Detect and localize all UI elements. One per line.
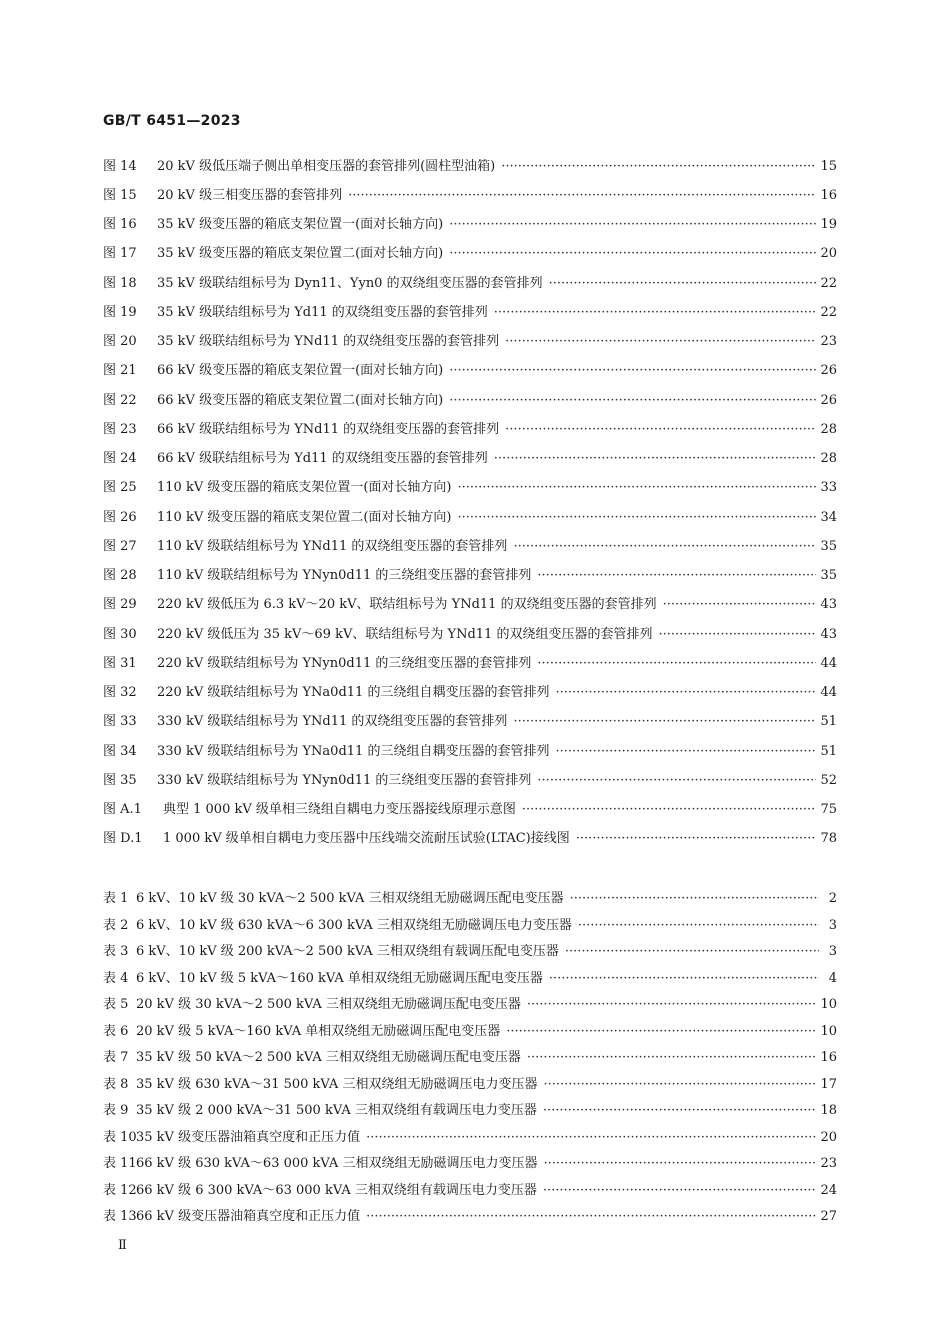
dot-leader bbox=[513, 714, 816, 730]
table-entry-label: 表 7 bbox=[103, 1050, 129, 1066]
figure-entry-title: 20 kV 级三相变压器的套管排列 bbox=[157, 187, 343, 203]
figure-entry-label: 图 34 bbox=[103, 743, 137, 759]
table-entry-label: 表 3 bbox=[103, 944, 129, 960]
table-entry-title: 20 kV 级 5 kVA～160 kVA 单相双绕组无励磁调压配电变压器 bbox=[136, 1023, 501, 1039]
figure-entry-title: 35 kV 级变压器的箱底支架位置一(面对长轴方向) bbox=[157, 217, 444, 233]
figure-entry-page: 16 bbox=[820, 187, 837, 203]
figure-entry-page: 15 bbox=[820, 158, 837, 174]
table-entry[interactable] bbox=[103, 1072, 837, 1099]
table-entry-page: 17 bbox=[820, 1076, 837, 1092]
page-number: Ⅱ bbox=[118, 1238, 127, 1253]
dot-leader bbox=[555, 685, 816, 701]
figure-entry[interactable] bbox=[103, 269, 837, 298]
figure-entry-title: 66 kV 级联结组标号为 Yd11 的双绕组变压器的套管排列 bbox=[157, 451, 488, 467]
table-entry[interactable] bbox=[103, 1151, 837, 1178]
figure-entry[interactable] bbox=[103, 298, 837, 327]
figure-entry-page: 75 bbox=[820, 802, 837, 818]
dot-leader bbox=[506, 1024, 816, 1040]
figure-entry[interactable] bbox=[103, 328, 837, 357]
figure-entry-page: 22 bbox=[820, 304, 837, 320]
figure-entry-title: 220 kV 级低压为 35 kV～69 kV、联结组标号为 YNd11 的双绕组变压器的套管排列 bbox=[157, 626, 653, 642]
table-entry-label: 表 4 bbox=[103, 970, 129, 986]
figure-entry-label: 图 15 bbox=[103, 187, 137, 203]
table-entry-title: 66 kV 级 6 300 kVA～63 000 kVA 三相双绕组有载调压电力变压器 bbox=[136, 1182, 537, 1198]
table-entry[interactable] bbox=[103, 1098, 837, 1125]
table-entry-label: 表 11 bbox=[103, 1156, 137, 1172]
figure-entry-title: 330 kV 级联结组标号为 YNd11 的双绕组变压器的套管排列 bbox=[157, 714, 508, 730]
document-id: GB/T 6451—2023 bbox=[103, 113, 241, 129]
figure-entry-page: 35 bbox=[820, 538, 837, 554]
dot-leader bbox=[366, 1209, 816, 1225]
table-entry-title: 35 kV 级 50 kVA～2 500 kVA 三相双绕组无励磁调压配电变压器 bbox=[136, 1050, 521, 1066]
table-entry-title: 66 kV 级 630 kVA～63 000 kVA 三相双绕组无励磁调压电力变压器 bbox=[136, 1156, 538, 1172]
table-entry-title: 35 kV 级变压器油箱真空度和正压力值 bbox=[136, 1129, 361, 1145]
table-entry-title: 35 kV 级 2 000 kVA～31 500 kVA 三相双绕组有载调压电力变压器 bbox=[136, 1103, 537, 1119]
table-entry-title: 20 kV 级 30 kVA～2 500 kVA 三相双绕组无励磁调压配电变压器 bbox=[136, 997, 521, 1013]
figure-entry[interactable] bbox=[103, 474, 837, 503]
figure-entry-title: 1 000 kV 级单相自耦电力变压器中压线端交流耐压试验(LTAC)接线图 bbox=[163, 831, 570, 847]
figure-entry-page: 78 bbox=[820, 831, 837, 847]
figure-entry-title: 66 kV 级联结组标号为 YNd11 的双绕组变压器的套管排列 bbox=[157, 421, 500, 437]
dot-leader bbox=[543, 1183, 817, 1199]
table-entry[interactable] bbox=[103, 1125, 837, 1152]
figure-entry-page: 33 bbox=[820, 480, 837, 496]
table-entry-page: 20 bbox=[820, 1129, 837, 1145]
dot-leader bbox=[494, 451, 817, 467]
figure-entry-page: 22 bbox=[820, 275, 837, 291]
figure-entry-label: 图 21 bbox=[103, 363, 137, 379]
table-entry-page: 4 bbox=[828, 970, 837, 986]
figure-entry-page: 34 bbox=[820, 509, 837, 525]
figure-entry-label: 图 31 bbox=[103, 655, 137, 671]
figure-entry[interactable] bbox=[103, 445, 837, 474]
dot-leader bbox=[501, 159, 816, 175]
figure-entry-page: 51 bbox=[820, 714, 837, 730]
figure-entry-title: 330 kV 级联结组标号为 YNa0d11 的三绕组自耦变压器的套管排列 bbox=[157, 743, 550, 759]
dot-leader bbox=[576, 831, 817, 847]
dot-leader bbox=[458, 510, 817, 526]
figure-entry-title: 110 kV 级联结组标号为 YNd11 的双绕组变压器的套管排列 bbox=[157, 538, 508, 554]
dot-leader bbox=[565, 944, 819, 960]
figure-entry-page: 19 bbox=[820, 217, 837, 233]
dot-leader bbox=[543, 1103, 817, 1119]
figure-entry-title: 220 kV 级联结组标号为 YNyn0d11 的三绕组变压器的套管排列 bbox=[157, 655, 532, 671]
figure-entry-title: 110 kV 级变压器的箱底支架位置一(面对长轴方向) bbox=[157, 480, 452, 496]
figure-entry[interactable] bbox=[103, 415, 837, 444]
figure-entry-label: 图 17 bbox=[103, 246, 137, 262]
dot-leader bbox=[527, 997, 817, 1013]
figure-entry-label: 图 D.1 bbox=[103, 831, 143, 847]
figure-entry[interactable] bbox=[103, 708, 837, 737]
dot-leader bbox=[527, 1050, 817, 1066]
dot-leader bbox=[449, 246, 816, 262]
dot-leader bbox=[537, 656, 816, 672]
figure-entry-title: 110 kV 级联结组标号为 YNyn0d11 的三绕组变压器的套管排列 bbox=[157, 568, 532, 584]
figure-entry-title: 66 kV 级变压器的箱底支架位置二(面对长轴方向) bbox=[157, 392, 444, 408]
figure-entry-label: 图 33 bbox=[103, 714, 137, 730]
figure-entry-page: 35 bbox=[820, 568, 837, 584]
figure-entry-title: 220 kV 级低压为 6.3 kV～20 kV、联结组标号为 YNd11 的双绕组变压器的套管排列 bbox=[157, 597, 657, 613]
figure-entry-title: 110 kV 级变压器的箱底支架位置二(面对长轴方向) bbox=[157, 509, 452, 525]
dot-leader bbox=[494, 305, 817, 321]
table-entry-page: 10 bbox=[820, 1023, 837, 1039]
figure-entry-label: 图 16 bbox=[103, 217, 137, 233]
dot-leader bbox=[513, 539, 816, 555]
table-entry-title: 6 kV、10 kV 级 200 kVA～2 500 kVA 三相双绕组有载调压配电变压器 bbox=[136, 944, 559, 960]
dot-leader bbox=[458, 480, 817, 496]
table-entry-label: 表 8 bbox=[103, 1076, 129, 1092]
dot-leader bbox=[522, 802, 817, 818]
figure-entry-label: 图 29 bbox=[103, 597, 137, 613]
dot-leader bbox=[449, 217, 816, 233]
dot-leader bbox=[505, 422, 816, 438]
figure-entry-label: 图 25 bbox=[103, 480, 137, 496]
table-entry-title: 6 kV、10 kV 级 5 kVA～160 kVA 单相双绕组无励磁调压配电变压器 bbox=[136, 970, 543, 986]
table-entry-label: 表 6 bbox=[103, 1023, 129, 1039]
figure-entry-title: 35 kV 级变压器的箱底支架位置二(面对长轴方向) bbox=[157, 246, 444, 262]
figure-entry-label: 图 28 bbox=[103, 568, 137, 584]
table-entry-label: 表 5 bbox=[103, 997, 129, 1013]
table-entry[interactable] bbox=[103, 939, 837, 966]
figure-entry-page: 44 bbox=[820, 655, 837, 671]
figure-entry[interactable] bbox=[103, 532, 837, 561]
table-entry-label: 表 13 bbox=[103, 1209, 137, 1225]
figure-entry-page: 20 bbox=[820, 246, 837, 262]
table-entry[interactable] bbox=[103, 1019, 837, 1046]
figure-entry-title: 220 kV 级联结组标号为 YNa0d11 的三绕组自耦变压器的套管排列 bbox=[157, 685, 550, 701]
dot-leader bbox=[505, 334, 816, 350]
table-list bbox=[103, 886, 837, 1231]
figure-entry-page: 43 bbox=[820, 597, 837, 613]
figure-entry-label: 图 20 bbox=[103, 334, 137, 350]
dot-leader bbox=[537, 568, 816, 584]
dot-leader bbox=[366, 1130, 816, 1146]
figure-entry-label: 图 27 bbox=[103, 538, 137, 554]
figure-entry[interactable] bbox=[103, 591, 837, 620]
figure-entry-label: 图 14 bbox=[103, 158, 137, 174]
dot-leader bbox=[658, 627, 816, 643]
figure-entry-title: 20 kV 级低压端子侧出单相变压器的套管排列(圆柱型油箱) bbox=[157, 158, 496, 174]
table-entry-page: 16 bbox=[820, 1050, 837, 1066]
figure-entry[interactable] bbox=[103, 796, 837, 825]
figure-list bbox=[103, 152, 837, 854]
figure-entry-label: 图 23 bbox=[103, 421, 137, 437]
figure-entry[interactable] bbox=[103, 562, 837, 591]
figure-entry[interactable] bbox=[103, 152, 837, 181]
figure-entry-label: 图 30 bbox=[103, 626, 137, 642]
dot-leader bbox=[663, 597, 817, 613]
table-entry[interactable] bbox=[103, 1045, 837, 1072]
dot-leader bbox=[578, 918, 819, 934]
dot-leader bbox=[449, 363, 816, 379]
table-entry-label: 表 9 bbox=[103, 1103, 129, 1119]
figure-entry-label: 图 19 bbox=[103, 304, 137, 320]
dot-leader bbox=[543, 1156, 816, 1172]
dot-leader bbox=[543, 1077, 816, 1093]
table-entry-title: 6 kV、10 kV 级 30 kVA～2 500 kVA 三相双绕组无励磁调压配电变压器 bbox=[136, 891, 564, 907]
dot-leader bbox=[549, 971, 819, 987]
figure-entry-page: 52 bbox=[820, 772, 837, 788]
figure-entry-page: 43 bbox=[820, 626, 837, 642]
dot-leader bbox=[348, 188, 816, 204]
figure-entry[interactable] bbox=[103, 211, 837, 240]
figure-entry-page: 23 bbox=[820, 334, 837, 350]
table-entry-label: 表 2 bbox=[103, 917, 129, 933]
figure-entry-title: 35 kV 级联结组标号为 Dyn11、Yyn0 的双绕组变压器的套管排列 bbox=[157, 275, 543, 291]
figure-entry-page: 28 bbox=[820, 451, 837, 467]
figure-entry[interactable] bbox=[103, 240, 837, 269]
table-entry-page: 3 bbox=[828, 944, 837, 960]
figure-entry[interactable] bbox=[103, 181, 837, 210]
table-entry[interactable] bbox=[103, 1204, 837, 1231]
table-entry-page: 10 bbox=[820, 997, 837, 1013]
figure-entry[interactable] bbox=[103, 825, 837, 854]
dot-leader bbox=[555, 744, 816, 760]
dot-leader bbox=[449, 393, 816, 409]
table-entry[interactable] bbox=[103, 886, 837, 913]
figure-entry-label: 图 A.1 bbox=[103, 802, 142, 818]
table-entry-page: 27 bbox=[820, 1209, 837, 1225]
figure-entry-label: 图 24 bbox=[103, 451, 137, 467]
figure-entry-label: 图 26 bbox=[103, 509, 137, 525]
figure-entry-page: 26 bbox=[820, 392, 837, 408]
figure-entry[interactable] bbox=[103, 766, 837, 795]
table-entry-page: 24 bbox=[820, 1182, 837, 1198]
table-entry-title: 66 kV 级变压器油箱真空度和正压力值 bbox=[136, 1209, 361, 1225]
figure-entry-label: 图 22 bbox=[103, 392, 137, 408]
table-entry-page: 2 bbox=[828, 891, 837, 907]
table-entry-label: 表 12 bbox=[103, 1182, 137, 1198]
table-entry-page: 18 bbox=[820, 1103, 837, 1119]
figure-entry[interactable] bbox=[103, 503, 837, 532]
figure-entry-label: 图 35 bbox=[103, 772, 137, 788]
figure-entry[interactable] bbox=[103, 620, 837, 649]
figure-entry-page: 28 bbox=[820, 421, 837, 437]
figure-entry[interactable] bbox=[103, 737, 837, 766]
figure-entry[interactable] bbox=[103, 357, 837, 386]
figure-entry-title: 典型 1 000 kV 级单相三绕组自耦电力变压器接线原理示意图 bbox=[163, 802, 516, 818]
figure-entry-label: 图 18 bbox=[103, 275, 137, 291]
table-entry-page: 23 bbox=[820, 1156, 837, 1172]
figure-entry[interactable] bbox=[103, 649, 837, 678]
figure-entry-page: 26 bbox=[820, 363, 837, 379]
table-entry[interactable] bbox=[103, 1178, 837, 1205]
table-entry[interactable] bbox=[103, 966, 837, 993]
figure-entry-title: 66 kV 级变压器的箱底支架位置一(面对长轴方向) bbox=[157, 363, 444, 379]
table-entry-label: 表 1 bbox=[103, 891, 129, 907]
figure-entry-page: 44 bbox=[820, 685, 837, 701]
table-entry[interactable] bbox=[103, 992, 837, 1019]
table-entry-title: 6 kV、10 kV 级 630 kVA～6 300 kVA 三相双绕组无励磁调压电力变压器 bbox=[136, 917, 572, 933]
dot-leader bbox=[570, 891, 819, 907]
table-entry-title: 35 kV 级 630 kVA～31 500 kVA 三相双绕组无励磁调压电力变压器 bbox=[136, 1076, 538, 1092]
dot-leader bbox=[537, 773, 816, 789]
table-entry-label: 表 10 bbox=[103, 1129, 137, 1145]
figure-entry[interactable] bbox=[103, 386, 837, 415]
figure-entry[interactable] bbox=[103, 679, 837, 708]
figure-entry-label: 图 32 bbox=[103, 685, 137, 701]
table-entry[interactable] bbox=[103, 913, 837, 940]
table-entry-page: 3 bbox=[828, 917, 837, 933]
dot-leader bbox=[549, 276, 817, 292]
figure-entry-title: 35 kV 级联结组标号为 YNd11 的双绕组变压器的套管排列 bbox=[157, 334, 500, 350]
figure-entry-title: 35 kV 级联结组标号为 Yd11 的双绕组变压器的套管排列 bbox=[157, 304, 488, 320]
figure-entry-page: 51 bbox=[820, 743, 837, 759]
figure-entry-title: 330 kV 级联结组标号为 YNyn0d11 的三绕组变压器的套管排列 bbox=[157, 772, 532, 788]
